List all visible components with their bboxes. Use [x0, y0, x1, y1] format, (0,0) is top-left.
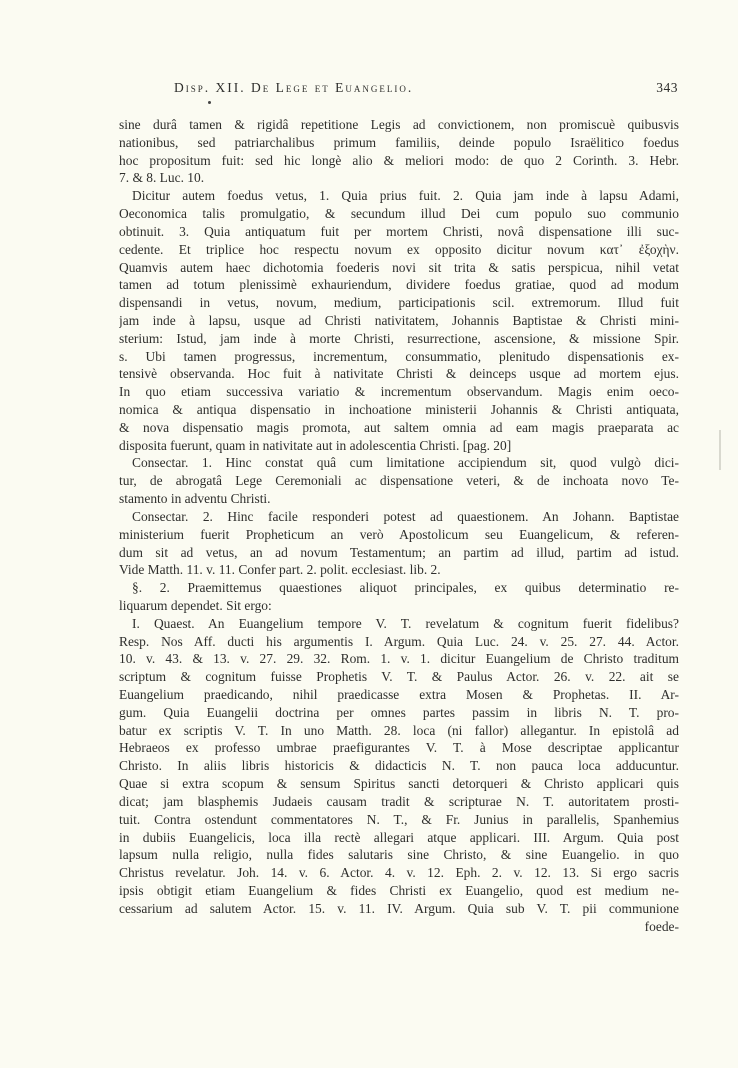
- text-line: sine durâ tamen & rigidâ repetitione Legis ad convictionem, non promiscuè quibusvis: [119, 117, 679, 132]
- running-header: [118, 80, 678, 100]
- text-line: tur, de abrogatâ Lege Ceremoniali ac dispensatione veteri, & de inchoata novo Te-: [119, 473, 679, 489]
- text-line: in dubiis Euangelicis, loca illa rectè allegari atque applicari. III. Argum. Quia post: [119, 829, 679, 845]
- text-line: tamen ad totum plenissimè exhauriendum, dividere foedus gratiae, quod ad modum: [119, 277, 679, 293]
- text-line: Christo. In aliis libris historicis & didacticis N. T. non pauca loca adducuntur.: [119, 758, 679, 774]
- text-line: cedente. Et triplice hoc respectu novum ex opposito dicitur novum κατ᾽ ἐξοχὴν.: [119, 241, 679, 257]
- text-line: s. Ubi tamen progressus, incrementum, consummatio, plenitudo dispensationis ex-: [119, 348, 679, 364]
- text-line: Quae si extra scopum & sensum Spiritus sancti detorqueri & Christo applicari quis: [119, 776, 679, 792]
- text-line: I. Quaest. An Euangelium tempore V. T. revelatum & cognitum fuerit fidelibus?: [132, 615, 679, 631]
- text-line: tensivè observanda. Hoc fuit à nativitate Christi & deinceps usque ad mortem ejus.: [119, 366, 679, 382]
- text-line: ministerium fuerit Propheticum an verò Apostolicum seu Euangelicum, & referen-: [119, 526, 679, 542]
- text-line: sterium: Istud, jam inde à morte Christi, resurrectione, ascensione, & missione Spir.: [119, 330, 679, 346]
- text-line: jam inde à lapsu, usque ad Christi nativitatem, Johannis Baptistae & Christi mini-: [119, 312, 679, 328]
- text-line: 7. & 8. Luc. 10.: [119, 170, 205, 186]
- text-line: obtinuit. 3. Quia antiquatum fuit per mortem Christi, novâ dispensatione illi suc-: [119, 223, 679, 239]
- text-line: & nova dispensatio magis promota, aut saltem omnia ad eam magis praeparata ac: [119, 419, 679, 435]
- page-number: 343: [656, 80, 678, 95]
- ink-dot: [208, 101, 211, 104]
- text-line: stamento in adventu Christi.: [119, 491, 271, 507]
- text-line: Hebraeos ex professo umbrae praefigurantes V. T. à Mose descriptae applicantur: [119, 740, 679, 756]
- text-line: nationibus, sed patriarchalibus primum familiis, deinde populo Israëlitico foedus: [119, 134, 679, 150]
- text-line: Euangelium praedicando, nihil praedicasse extra Mosen & Prophetas. II. Ar-: [119, 687, 679, 702]
- text-line: batur ex scriptis V. T. In uno Matth. 28. loca (ni fallor) allegantur. In epistolâ ad: [119, 722, 679, 738]
- text-line: dum sit ad vetus, an ad novum Testamentum; an partim ad illud, partim ad istud.: [119, 544, 679, 560]
- text-line: disposita fuerunt, quam in nativitate aut in adolescentia Christi. [pag. 20]: [119, 437, 512, 453]
- margin-mark: [719, 430, 721, 470]
- text-line: Oeconomica talis promulgatio, & secundum illud Dei cum populo suo communio: [119, 206, 679, 222]
- text-line: nomica & antiqua dispensatio in inchoatione ministerii Johannis & Christi antiquata,: [119, 402, 679, 417]
- text-line: Consectar. 2. Hinc facile responderi potest ad quaestionem. An Johann. Baptistae: [132, 508, 679, 524]
- text-line: Vide Matth. 11. v. 11. Confer part. 2. polit. ecclesiast. lib. 2.: [119, 562, 441, 578]
- text-line: dicat; jam blasphemis Judaeis causam tradit & scripturae N. T. autoritatem prosti-: [119, 793, 679, 809]
- text-line: tuit. Contra ostendunt commentatores N. T., & Fr. Junius in parallelis, Spanhemius: [119, 811, 679, 827]
- text-line: Quamvis autem haec dichotomia foederis novi sit trita & satis perspicua, nihil vetat: [119, 259, 679, 275]
- text-line: gum. Quia Euangelii doctrina per omnes partes passim in libris N. T. pro-: [119, 704, 679, 720]
- text-line: dispensandi in vetus, novum, medium, participationis scil. extremorum. Illud fuit: [119, 295, 679, 311]
- body-text: [119, 116, 679, 935]
- text-line: §. 2. Praemittemus quaestiones aliquot principales, ex quibus determinatio re-: [132, 580, 679, 596]
- text-line: 10. v. 43. & 13. v. 27. 29. 32. Rom. 1. v. 1. dicitur Euangelium de Christo traditum: [119, 651, 679, 667]
- text-line: ipsis obtigit etiam Euangelium & fides Christi ex Euangelio, quod est medium ne-: [119, 882, 679, 898]
- text-line: hoc propositum fuit: sed hic longè alio & meliori modo: de quo 2 Corinth. 3. Hebr.: [119, 152, 679, 168]
- text-line: Consectar. 1. Hinc constat quâ cum limitatione accipiendum sit, quod vulgò dici-: [132, 455, 679, 471]
- text-line: Dicitur autem foedus vetus, 1. Quia prius fuit. 2. Quia jam inde à lapsu Adami,: [132, 188, 679, 204]
- text-line: In quo etiam successiva variatio & incrementum observandum. Magis enim oeco-: [119, 384, 679, 400]
- text-line: Christus revelatur. Joh. 14. v. 6. Actor. 4. v. 12. Eph. 2. v. 12. 13. Si ergo sacris: [119, 865, 679, 881]
- text-line: scriptum & cognitum fuisse Prophetis V. T. & Paulus Actor. 26. v. 22. ait se: [119, 669, 679, 685]
- catchword: foede-: [644, 918, 679, 934]
- text-line: liquarum dependet. Sit ergo:: [119, 597, 272, 613]
- text-line: lapsum nulla religio, nulla fides salutaris sine Christo, & sine Euangelio. in quo: [119, 847, 679, 863]
- header-title: Disp. XII. De Lege et Euangelio.: [174, 80, 414, 95]
- text-line: cessarium ad salutem Actor. 15. v. 11. IV. Argum. Quia sub V. T. pii communione: [119, 900, 679, 916]
- text-line: Resp. Nos Aff. ducti his argumentis I. Argum. Quia Luc. 24. v. 25. 27. 44. Actor.: [119, 633, 679, 649]
